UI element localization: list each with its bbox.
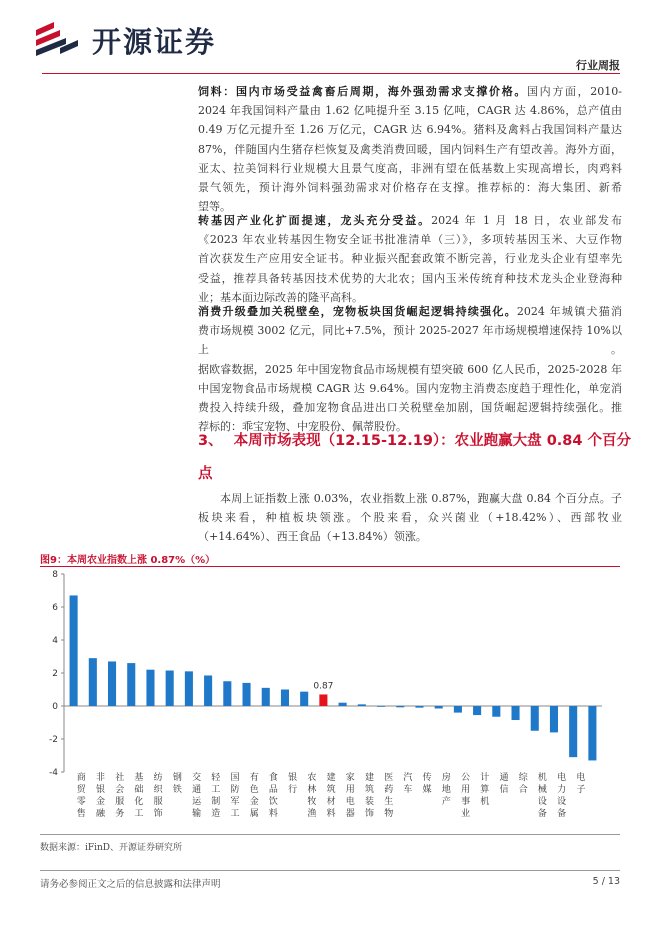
gmo-line-4: 受益，推荐具备转基因技术优势的大北农；国内玉米传统育种技术龙头企业登海种: [198, 271, 622, 285]
category-label: 铁: [172, 785, 182, 795]
bar-data-label: 0.87: [313, 681, 334, 692]
pet-lead: 消费升级叠加关税壁垒，宠物板块国货崛起逻辑持续强化。: [198, 305, 517, 318]
gmo-text-1: 2024 年 1 月 18 日，农业部发布: [431, 214, 622, 227]
feed-line-1: [198, 82, 622, 101]
category-label: 饰: [364, 809, 375, 819]
bar: [377, 706, 385, 707]
category-label: 物: [384, 809, 394, 819]
bar: [358, 704, 366, 706]
category-label: 属: [249, 809, 259, 819]
category-label: 机: [480, 797, 490, 807]
market-line-2: 板块来看，种植板块领涨。个股来看，众兴菌业（+18.42%）、西部牧业: [198, 511, 622, 525]
category-label: 通: [192, 785, 202, 795]
bar: [166, 671, 174, 706]
category-label: 电: [345, 797, 355, 807]
category-label: 造: [211, 809, 221, 819]
gmo-lead: 转基因产业化扩面提速，龙头充分受益。: [198, 214, 432, 227]
category-label: 车: [403, 785, 413, 795]
page-number: 5 / 13: [592, 876, 620, 887]
gmo-paragraph: [198, 211, 622, 307]
category-label: 化: [134, 797, 144, 807]
pet-line-2: 费市场规模 3002 亿元，同比+7.5%，预计 2025-2027 年市场规模增速保持 10%以上。: [198, 324, 622, 357]
feed-paragraph: [198, 82, 622, 216]
category-label: 输: [192, 809, 202, 819]
gmo-line-2: 《2023 年农业转基因生物安全证书批准清单（三）》，多项转基因玉米、大豆作物: [198, 233, 622, 247]
category-label: 机: [537, 773, 547, 783]
y-tick-label: 6: [52, 603, 58, 613]
header-divider: [42, 73, 620, 74]
market-paragraph: [198, 489, 622, 547]
y-tick-label: 8: [52, 570, 58, 580]
category-label: 通: [499, 773, 509, 783]
category-label: 国: [230, 773, 240, 783]
footer-disclaimer: 请务必参阅正文之后的信息披露和法律声明: [40, 879, 221, 890]
bar: [492, 706, 500, 717]
bar: [569, 706, 577, 757]
category-label: 医: [384, 773, 394, 783]
section-title-line1: 本周市场表现（12.15-12.19）：农业跑赢大盘 0.84 个百分: [233, 433, 632, 449]
category-label: 售: [76, 809, 86, 819]
category-label: 力: [557, 785, 567, 795]
feed-text-1: 国内方面，2010-: [527, 85, 622, 98]
category-label: 品: [268, 785, 278, 795]
category-label: 信: [499, 785, 509, 795]
section-title-line2: 点: [198, 466, 213, 482]
category-label: 有: [249, 773, 259, 783]
category-label: 牧: [307, 797, 317, 807]
bar: [454, 706, 462, 713]
bar: [70, 595, 78, 706]
category-label: 电: [557, 773, 567, 783]
pet-paragraph: [198, 302, 622, 436]
feed-line-7: 望等。: [198, 200, 231, 214]
category-label: 农: [307, 773, 317, 783]
bar: [435, 706, 443, 708]
category-label: 计: [480, 773, 490, 783]
feed-line-5: 亚太、拉美饲料行业规模大且景气度高，非洲有望在低基数上实现高增长，肉鸡料: [198, 161, 622, 175]
bar: [89, 658, 97, 706]
bar: [300, 692, 308, 706]
category-label: 金: [95, 797, 106, 807]
category-label: 工: [211, 785, 221, 795]
category-label: 融: [95, 809, 106, 819]
bar: [108, 661, 116, 706]
bar: [512, 706, 520, 720]
market-line-3: （+14.64%）、西王食品（+13.84%）领涨。: [198, 530, 427, 544]
category-label: 筑: [326, 785, 336, 795]
category-label: 贸: [76, 785, 86, 795]
category-label: 备: [557, 809, 567, 819]
category-label: 色: [249, 785, 259, 795]
category-label: 行: [288, 785, 298, 795]
category-label: 林: [307, 785, 317, 795]
bar: [243, 683, 251, 706]
y-tick-label: 0: [52, 702, 58, 712]
category-label: 钢: [172, 773, 182, 783]
category-label: 房: [441, 773, 451, 783]
figure-title: 图9：本周农业指数上涨 0.87%（%）: [40, 555, 216, 566]
bar: [588, 706, 596, 760]
category-label: 用: [345, 785, 355, 795]
figure-source: 数据来源：iFinD、开源证券研究所: [40, 843, 183, 853]
category-label: 备: [537, 809, 547, 819]
feed-line-6: 景气领先，预计海外饲料强劲需求对价格存在支撑。推荐标的：海大集团、新希: [198, 181, 622, 195]
y-tick-label: -4: [49, 768, 58, 778]
pet-text-1: 2024 年城镇犬猫消: [516, 305, 622, 318]
category-label: 工: [230, 809, 240, 819]
category-label: 会: [115, 785, 125, 795]
bar: [262, 688, 270, 706]
section-heading-continued: [198, 462, 213, 483]
bar: [185, 671, 193, 706]
category-label: 建: [364, 773, 375, 783]
category-label: 生: [384, 797, 394, 807]
category-label: 综: [518, 773, 528, 783]
category-label: 非: [95, 773, 106, 783]
category-label: 业: [461, 809, 471, 819]
category-label: 础: [134, 785, 144, 795]
category-label: 金: [249, 797, 259, 807]
category-label: 建: [326, 773, 336, 783]
brand-logo: [30, 18, 216, 62]
category-label: 事: [461, 797, 471, 807]
category-label: 纺: [153, 773, 163, 783]
category-label: 料: [326, 809, 336, 819]
category-label: 银: [288, 773, 298, 783]
brand-mark-icon: [30, 18, 86, 62]
section-heading: [198, 429, 631, 450]
category-label: 械: [537, 785, 547, 795]
section-number: 3、: [198, 433, 223, 449]
bar: [339, 703, 347, 706]
bar: [281, 690, 289, 707]
bar: [146, 670, 154, 706]
category-label: 设: [557, 797, 567, 807]
category-label: 务: [115, 809, 125, 819]
category-label: 渔: [307, 809, 317, 819]
category-label: 合: [518, 785, 528, 795]
feed-line-3: 0.49 万亿元提升至 1.26 万亿元，CAGR 达 6.94%。猪料及禽料占我国饲料产量达: [198, 123, 622, 137]
category-label: 基: [134, 773, 144, 783]
feed-lead: 饲料：国内市场受益禽畜后周期，海外强劲需求支撑价格。: [198, 85, 528, 98]
category-label: 服: [115, 797, 125, 807]
pet-line-4: 中国宠物食品市场规模 CAGR 达 9.64%。国内宠物主消费态度趋于理性化，单宠消: [198, 381, 622, 395]
category-label: 饮: [268, 797, 278, 807]
category-label: 银: [95, 785, 106, 795]
category-label: 饰: [153, 809, 163, 819]
category-label: 工: [134, 809, 144, 819]
category-label: 筑: [364, 785, 375, 795]
category-label: 商: [76, 773, 86, 783]
category-label: 算: [480, 785, 490, 795]
feed-line-4: 87%，伴随国内生猪存栏恢复及禽类消费回暖，国内饲料生产有望改善。海外方面，: [198, 142, 622, 156]
pet-line-6: 荐标的：乖宝宠物、中宠股份、佩蒂股份。: [198, 420, 407, 434]
bar: [415, 706, 423, 708]
pet-line-3: 据欧睿数据，2025 年中国宠物食品市场规模有望突破 600 亿人民币，2025-2028 年: [198, 362, 622, 376]
bar: [396, 706, 404, 707]
y-tick-label: 4: [52, 636, 58, 646]
category-label: 零: [76, 797, 86, 807]
bar: [319, 694, 327, 706]
category-label: 家: [345, 773, 355, 783]
category-label: 设: [537, 797, 547, 807]
gmo-line-3: 首次获发生产应用安全证书。种业振兴配套政策不断完善，行业龙头企业有望率先: [198, 252, 622, 266]
category-label: 产: [441, 797, 451, 807]
category-label: 子: [576, 785, 586, 795]
category-label: 材: [326, 797, 336, 807]
category-label: 军: [230, 797, 240, 807]
figure-top-rule: [40, 566, 620, 567]
brand-name: 开源证券: [92, 24, 217, 59]
category-label: 地: [441, 785, 451, 795]
feed-line-2: 2024 年我国饲料产量由 1.62 亿吨提升至 3.15 亿吨，CAGR 达 4.86%，总产值由: [198, 104, 622, 118]
category-label: 运: [192, 797, 202, 807]
category-label: 电: [576, 773, 586, 783]
category-label: 料: [268, 809, 278, 819]
category-label: 社: [115, 773, 125, 783]
category-label: 药: [384, 785, 394, 795]
category-label: 服: [153, 797, 163, 807]
gmo-line-5: 业；基本面边际改善的隆平高科。: [198, 290, 363, 304]
bar: [127, 663, 135, 706]
y-tick-label: -2: [49, 735, 58, 745]
category-label: 传: [422, 773, 432, 783]
report-type: 行业周报: [576, 59, 620, 72]
category-label: 器: [345, 809, 355, 819]
category-label: 织: [153, 785, 163, 795]
category-label: 交: [192, 773, 202, 783]
category-label: 防: [230, 785, 240, 795]
category-label: 装: [364, 797, 375, 807]
pet-line-5: 费投入持续升级，叠加宠物食品进出口关税壁垒加剧，国货崛起逻辑持续强化。推: [198, 401, 622, 415]
bar: [473, 706, 481, 715]
footer-divider: [40, 870, 620, 871]
category-label: 轻: [211, 773, 221, 783]
gmo-line-1: [198, 211, 622, 230]
bar: [223, 681, 231, 706]
pet-line-1: [198, 302, 622, 321]
y-tick-label: 2: [52, 669, 58, 679]
category-label: 食: [268, 773, 278, 783]
category-label: 用: [461, 785, 471, 795]
category-label: 公: [461, 773, 471, 783]
bar: [531, 706, 539, 731]
bar: [204, 675, 212, 706]
bar: [550, 706, 558, 732]
figure-bottom-rule: [40, 834, 620, 835]
category-label: 制: [211, 797, 221, 807]
category-label: 媒: [422, 785, 432, 795]
bar-chart: [40, 568, 622, 832]
market-line-1: 本周上证指数上涨 0.03%，农业指数上涨 0.87%，跑赢大盘 0.84 个百分点。子: [220, 492, 622, 505]
category-label: 汽: [403, 773, 413, 783]
